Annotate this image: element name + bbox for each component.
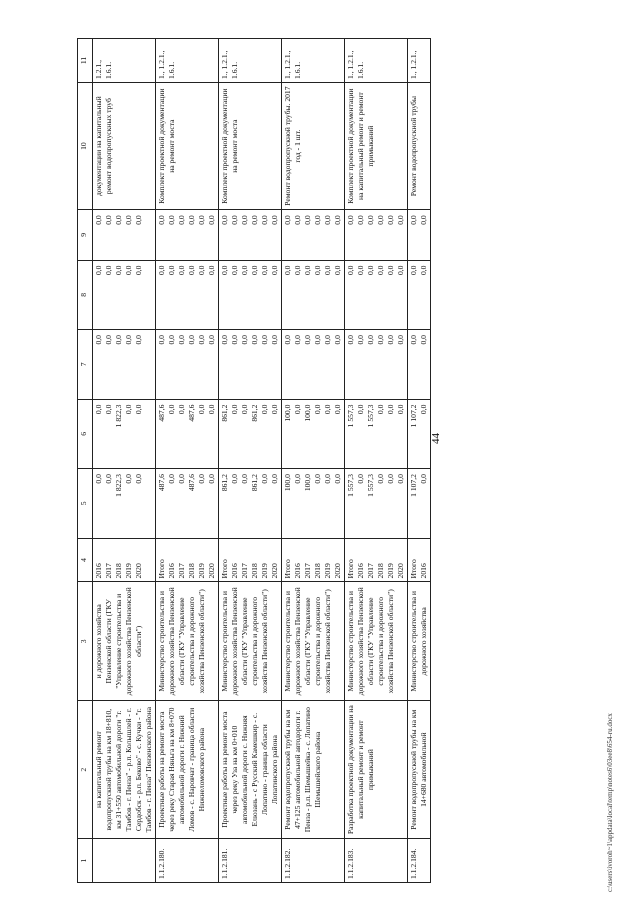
result-cell: Комплект проектной документации на ремонт моста	[219, 82, 282, 209]
funding-col8-cell-value: 0,0	[396, 265, 405, 276]
year-cell-value: Итого	[220, 559, 229, 579]
funding-col7-cell-value: 0,0	[396, 335, 405, 345]
funding-col9-cell-value: 0,0	[157, 215, 166, 225]
funding-col6-cell-value: 1 557,3	[346, 404, 355, 428]
rotated-table-wrapper	[77, 38, 597, 883]
funding-col7-cell-value: 0,0	[346, 335, 355, 345]
funding-col6-cell-value: 100,0	[283, 404, 292, 422]
funding-col9-cell-value: 0,0	[386, 215, 395, 225]
funding-col8-cell-value: 0,0	[283, 265, 292, 276]
funding-col7-cell-value: 0,0	[270, 335, 279, 345]
header-cell: 11	[78, 39, 93, 83]
year-cell-value: 2018	[114, 563, 123, 579]
year-cell-value: Итого	[157, 559, 166, 579]
table-row	[156, 39, 219, 883]
total-funding-cell-value: 0,0	[386, 474, 395, 484]
year-cell-value: 2017	[303, 563, 312, 579]
year-cell-value: 2017	[240, 563, 249, 579]
executor-cell: Министерство строительства и дорожного хозяйства Пензенской области (ГКУ "Управление строительства и дорожного хозяйства Пензенской области")	[345, 582, 408, 701]
total-funding-cell-value: 0,0	[177, 474, 186, 484]
funding-col9-cell-value: 0,0	[207, 215, 216, 225]
funding-col9-cell-value: 0,0	[124, 215, 133, 225]
table-row	[219, 39, 282, 883]
funding-col8-cell-value: 0,0	[104, 265, 113, 276]
year-cell-value: 2020	[333, 563, 342, 579]
year-cell-value: 2018	[313, 563, 322, 579]
funding-col7-cell	[345, 330, 408, 400]
funding-col9-cell-value: 0,0	[250, 215, 259, 225]
total-funding-cell-value: 1 557,3	[346, 474, 355, 497]
funding-col9-cell	[219, 210, 282, 260]
funding-col6-cell-value: 0,0	[396, 404, 405, 415]
total-funding-cell-value: 487,6	[157, 474, 166, 492]
funding-col8-cell-value: 0,0	[260, 265, 269, 276]
funding-col6-cell-value: 861,2	[220, 404, 229, 422]
row-id-cell: 1.1.2.182.	[282, 839, 345, 883]
year-cell-value: Итого	[283, 559, 292, 579]
funding-col9-cell-value: 0,0	[283, 215, 292, 225]
funding-col7-cell-value: 0,0	[313, 335, 322, 345]
indicator-ref-cell: 1.2.1., 1.6.1.	[93, 39, 156, 83]
total-funding-cell-value: 0,0	[197, 474, 206, 484]
year-cell-value: Итого	[409, 559, 418, 579]
header-cell: 3	[78, 582, 93, 701]
funding-col8-cell-value: 0,0	[114, 265, 123, 276]
header-cell: 7	[78, 330, 93, 400]
funding-col8-cell-value: 0,0	[250, 265, 259, 276]
funding-col9-cell-value: 0,0	[94, 215, 103, 225]
funding-col8-cell-value: 0,0	[197, 265, 206, 276]
work-name-cell: Проектные работы на ремонт моста через реку Уза на км 0+010 автомобильной дороги с. Нижняя Елюзань - с Русский Камешкир - с. Лопатино - граница области Лопатинского района	[219, 701, 282, 839]
funding-col9-cell-value: 0,0	[134, 215, 143, 225]
year-cell-value: 2016	[167, 563, 176, 579]
year-cell-value: 2020	[396, 563, 405, 579]
row-id-cell: 1.1.2.184.	[408, 839, 431, 883]
funding-col9-cell-value: 0,0	[187, 215, 196, 225]
funding-col6-cell-value: 0,0	[356, 404, 365, 415]
funding-col6-cell-value: 487,6	[157, 404, 166, 422]
total-funding-cell-value: 0,0	[230, 474, 239, 484]
funding-col8-cell-value: 0,0	[346, 265, 355, 276]
funding-col8-cell-value: 0,0	[409, 265, 418, 276]
funding-col8-cell-value: 0,0	[220, 265, 229, 276]
funding-col8-cell	[345, 260, 408, 330]
year-cell-value: 2019	[386, 563, 395, 579]
funding-col8-cell-value: 0,0	[386, 265, 395, 276]
funding-col7-cell-value: 0,0	[419, 335, 428, 345]
funding-col8-cell-value: 0,0	[313, 265, 322, 276]
indicator-ref-cell: 1., 1.2.1., 1.6.1.	[156, 39, 219, 83]
table-row	[282, 39, 345, 883]
year-cell-value: Итого	[346, 559, 355, 579]
funding-col7-cell-value: 0,0	[114, 335, 123, 345]
year-cell-value: 2019	[260, 563, 269, 579]
result-cell: документации на капитальный ремонт водопропускных труб	[93, 82, 156, 209]
total-funding-cell-value: 1 107,2	[409, 474, 418, 497]
funding-col6-cell-value: 0,0	[323, 404, 332, 415]
executor-cell: и дорожного хозяйства Пензенской области (ГКУ "Управление строительства и дорожного хозяйства Пензенской области")	[93, 582, 156, 701]
funding-col9-cell-value: 0,0	[323, 215, 332, 225]
total-funding-cell-value: 1 822,3	[114, 474, 123, 497]
funding-col7-cell-value: 0,0	[94, 335, 103, 345]
header-row	[78, 39, 93, 883]
funding-col9-cell-value: 0,0	[230, 215, 239, 225]
funding-col8-cell	[93, 260, 156, 330]
funding-col9-cell-value: 0,0	[346, 215, 355, 225]
total-funding-cell-value: 0,0	[396, 474, 405, 484]
funding-col7-cell-value: 0,0	[376, 335, 385, 345]
result-cell: Комплект проектной документации на капитальный ремонт и ремонт примыканий	[345, 82, 408, 209]
funding-col9-cell-value: 0,0	[104, 215, 113, 225]
funding-col8-cell-value: 0,0	[356, 265, 365, 276]
funding-col7-cell-value: 0,0	[303, 335, 312, 345]
funding-col6-cell	[156, 399, 219, 469]
funding-col7-cell-value: 0,0	[207, 335, 216, 345]
total-funding-cell-value: 0,0	[134, 474, 143, 484]
year-cell-value: 2017	[177, 563, 186, 579]
funding-col6-cell-value: 0,0	[260, 404, 269, 415]
year-cell-value: 2019	[197, 563, 206, 579]
funding-col8-cell-value: 0,0	[124, 265, 133, 276]
year-cell-value: 2016	[356, 563, 365, 579]
funding-col7-cell-value: 0,0	[240, 335, 249, 345]
header-cell: 2	[78, 701, 93, 839]
funding-col7-cell-value: 0,0	[157, 335, 166, 345]
funding-col9-cell	[282, 210, 345, 260]
work-name-cell: на капитальный ремонт водопропускной трубы на км 18+810, км 31+550 автомобильной дороги "г. Тамбов - г. Пенза" - р.п. Колышлей - г. Сердобск - р.п. Беково" - с. Кучки - "г. Тамбов - г. Пенза" Пензенского района	[93, 701, 156, 839]
funding-col7-cell-value: 0,0	[134, 335, 143, 345]
funding-col8-cell-value: 0,0	[333, 265, 342, 276]
indicator-ref-cell: 1., 1.2.1.,	[408, 39, 431, 83]
funding-col7-cell-value: 0,0	[333, 335, 342, 345]
funding-col7-cell-value: 0,0	[260, 335, 269, 345]
funding-col9-cell-value: 0,0	[114, 215, 123, 225]
funding-col8-cell	[408, 260, 431, 330]
year-cell-value: 2017	[104, 563, 113, 579]
total-funding-cell-value: 0,0	[323, 474, 332, 484]
year-cell-value: 2019	[323, 563, 332, 579]
funding-col7-cell-value: 0,0	[250, 335, 259, 345]
funding-col8-cell-value: 0,0	[419, 265, 428, 276]
work-name-cell: Разработка проектной документации на капитальный ремонт и ремонт примыканий	[345, 701, 408, 839]
result-cell: Ремонт водопропускной трубы. 2017 год - 1 шт.	[282, 82, 345, 209]
funding-col9-cell-value: 0,0	[396, 215, 405, 225]
funding-col6-cell	[408, 399, 431, 469]
funding-col8-cell-value: 0,0	[167, 265, 176, 276]
funding-col6-cell-value: 0,0	[197, 404, 206, 415]
funding-col6-cell-value: 487,6	[187, 404, 196, 422]
page-number: 44	[430, 433, 442, 444]
funding-col8-cell-value: 0,0	[303, 265, 312, 276]
funding-col7-cell-value: 0,0	[104, 335, 113, 345]
total-funding-cell	[93, 469, 156, 539]
funding-col9-cell	[345, 210, 408, 260]
funding-col7-cell	[219, 330, 282, 400]
header-cell: 10	[78, 82, 93, 209]
funding-col7-cell	[156, 330, 219, 400]
funding-col6-cell	[282, 399, 345, 469]
funding-col9-cell-value: 0,0	[356, 215, 365, 225]
funding-col9-cell-value: 0,0	[197, 215, 206, 225]
funding-col6-cell-value: 0,0	[94, 404, 103, 415]
year-cell	[345, 538, 408, 582]
funding-col6-cell-value: 0,0	[386, 404, 395, 415]
funding-col9-cell-value: 0,0	[333, 215, 342, 225]
header-cell: 9	[78, 210, 93, 260]
funding-col8-cell-value: 0,0	[157, 265, 166, 276]
total-funding-cell-value: 0,0	[293, 474, 302, 484]
funding-col7-cell-value: 0,0	[220, 335, 229, 345]
funding-col6-cell-value: 0,0	[333, 404, 342, 415]
funding-col7-cell-value: 0,0	[230, 335, 239, 345]
funding-col6-cell-value: 0,0	[124, 404, 133, 415]
program-table	[77, 38, 431, 883]
total-funding-cell-value: 0,0	[260, 474, 269, 484]
total-funding-cell	[282, 469, 345, 539]
funding-col7-cell-value: 0,0	[187, 335, 196, 345]
funding-col6-cell	[93, 399, 156, 469]
year-cell	[156, 538, 219, 582]
funding-col9-cell-value: 0,0	[303, 215, 312, 225]
indicator-ref-cell: 1., 1.2.1., 1.6.1.	[345, 39, 408, 83]
funding-col7-cell-value: 0,0	[323, 335, 332, 345]
funding-col6-cell-value: 0,0	[313, 404, 322, 415]
header-cell: 8	[78, 260, 93, 330]
total-funding-cell-value: 0,0	[313, 474, 322, 484]
executor-cell: Министерство строительства и дорожного хозяйства Пензенской области (ГКУ "Управление строительства и дорожного хозяйства Пензенской области")	[156, 582, 219, 701]
total-funding-cell-value: 861,2	[220, 474, 229, 492]
funding-col6-cell-value: 861,2	[250, 404, 259, 422]
work-name-cell: Проектные работы на ремонт моста через реку Старая Няньга на км 8+070 автомобильной дороги г. Нижний Ломов - с. Наровчат - граница области Нижнеломовского района	[156, 701, 219, 839]
table-row	[345, 39, 408, 883]
funding-col6-cell	[219, 399, 282, 469]
funding-col6-cell-value: 0,0	[293, 404, 302, 415]
executor-cell: Министерство строительства и дорожного хозяйства Пензенской области (ГКУ "Управление строительства и дорожного хозяйства Пензенской области")	[219, 582, 282, 701]
row-id-cell: 1.1.2.181.	[219, 839, 282, 883]
year-cell-value: 2016	[94, 563, 103, 579]
funding-col9-cell	[408, 210, 431, 260]
funding-col9-cell-value: 0,0	[376, 215, 385, 225]
funding-col9-cell-value: 0,0	[240, 215, 249, 225]
funding-col8-cell-value: 0,0	[207, 265, 216, 276]
funding-col7-cell-value: 0,0	[386, 335, 395, 345]
total-funding-cell	[156, 469, 219, 539]
funding-col7-cell-value: 0,0	[197, 335, 206, 345]
funding-col9-cell	[156, 210, 219, 260]
funding-col6-cell-value: 0,0	[104, 404, 113, 415]
indicator-ref-cell: 1., 1.2.1., 1.6.1.	[219, 39, 282, 83]
funding-col8-cell-value: 0,0	[177, 265, 186, 276]
funding-col8-cell-value: 0,0	[230, 265, 239, 276]
year-cell-value: 2019	[124, 563, 133, 579]
funding-col9-cell-value: 0,0	[270, 215, 279, 225]
funding-col6-cell-value: 0,0	[376, 404, 385, 415]
funding-col7-cell-value: 0,0	[293, 335, 302, 345]
year-cell-value: 2017	[366, 563, 375, 579]
funding-col8-cell-value: 0,0	[270, 265, 279, 276]
total-funding-cell-value: 0,0	[124, 474, 133, 484]
funding-col8-cell-value: 0,0	[366, 265, 375, 276]
total-funding-cell-value: 100,0	[303, 474, 312, 492]
year-cell-value: 2020	[134, 563, 143, 579]
work-name-cell: Ремонт водопропускной трубы на км 47+125 автомобильной автодороги г. Пенза - р.п. Шемышейка - с. Лопатино Шемышейского района	[282, 701, 345, 839]
total-funding-cell-value: 0,0	[419, 474, 428, 484]
indicator-ref-cell: 1., 1.2.1., 1.6.1.	[282, 39, 345, 83]
total-funding-cell-value: 0,0	[167, 474, 176, 484]
funding-col7-cell-value: 0,0	[283, 335, 292, 345]
funding-col9-cell-value: 0,0	[293, 215, 302, 225]
funding-col7-cell	[93, 330, 156, 400]
total-funding-cell	[219, 469, 282, 539]
year-cell-value: 2016	[293, 563, 302, 579]
funding-col9-cell	[93, 210, 156, 260]
total-funding-cell-value: 0,0	[376, 474, 385, 484]
funding-col6-cell-value: 1 557,3	[366, 404, 375, 428]
total-funding-cell-value: 0,0	[104, 474, 113, 484]
funding-col6-cell-value: 0,0	[167, 404, 176, 415]
funding-col6-cell	[345, 399, 408, 469]
total-funding-cell-value: 0,0	[270, 474, 279, 484]
funding-col7-cell	[408, 330, 431, 400]
total-funding-cell-value: 0,0	[207, 474, 216, 484]
funding-col6-cell-value: 0,0	[240, 404, 249, 415]
year-cell-value: 2020	[270, 563, 279, 579]
funding-col8-cell-value: 0,0	[293, 265, 302, 276]
funding-col9-cell-value: 0,0	[177, 215, 186, 225]
funding-col6-cell-value: 100,0	[303, 404, 312, 422]
header-cell: 5	[78, 469, 93, 539]
row-id-cell: 1.1.2.183.	[345, 839, 408, 883]
funding-col9-cell-value: 0,0	[313, 215, 322, 225]
funding-col6-cell-value: 1 107,2	[409, 404, 418, 428]
funding-col8-cell-value: 0,0	[94, 265, 103, 276]
funding-col8-cell-value: 0,0	[323, 265, 332, 276]
funding-col8-cell-value: 0,0	[187, 265, 196, 276]
funding-col8-cell	[219, 260, 282, 330]
funding-col9-cell-value: 0,0	[366, 215, 375, 225]
total-funding-cell-value: 0,0	[333, 474, 342, 484]
year-cell-value: 2016	[419, 563, 428, 579]
funding-col8-cell-value: 0,0	[134, 265, 143, 276]
executor-cell: Министерство строительства и дорожного хозяйства Пензенской области (ГКУ "Управление строительства и дорожного хозяйства Пензенской области")	[282, 582, 345, 701]
header-cell: 1	[78, 839, 93, 883]
row-id-cell	[93, 839, 156, 883]
funding-col7-cell-value: 0,0	[356, 335, 365, 345]
total-funding-cell-value: 487,6	[187, 474, 196, 492]
total-funding-cell	[408, 469, 431, 539]
funding-col8-cell-value: 0,0	[240, 265, 249, 276]
table-body	[93, 39, 431, 883]
year-cell-value: 2018	[376, 563, 385, 579]
funding-col7-cell-value: 0,0	[124, 335, 133, 345]
funding-col7-cell-value: 0,0	[177, 335, 186, 345]
funding-col9-cell-value: 0,0	[167, 215, 176, 225]
funding-col6-cell-value: 0,0	[230, 404, 239, 415]
funding-col6-cell-value: 1 822,3	[114, 404, 123, 428]
funding-col7-cell-value: 0,0	[409, 335, 418, 345]
funding-col7-cell-value: 0,0	[167, 335, 176, 345]
funding-col7-cell-value: 0,0	[366, 335, 375, 345]
funding-col9-cell-value: 0,0	[419, 215, 428, 225]
funding-col7-cell	[282, 330, 345, 400]
year-cell-value: 2018	[250, 563, 259, 579]
total-funding-cell	[345, 469, 408, 539]
funding-col6-cell-value: 0,0	[207, 404, 216, 415]
header-cell: 4	[78, 538, 93, 582]
funding-col9-cell-value: 0,0	[409, 215, 418, 225]
total-funding-cell-value: 0,0	[356, 474, 365, 484]
funding-col8-cell	[156, 260, 219, 330]
funding-col6-cell-value: 0,0	[419, 404, 428, 415]
total-funding-cell-value: 0,0	[240, 474, 249, 484]
footer-file-path: c:\users\ivoroh~1\appdata\local\temp\notes6\03ee8\654-ru.docx	[606, 713, 614, 892]
table-row	[408, 39, 431, 883]
funding-col9-cell-value: 0,0	[220, 215, 229, 225]
result-cell: Ремонт водопропускной трубы	[408, 82, 431, 209]
header-cell: 6	[78, 399, 93, 469]
table-row	[93, 39, 156, 883]
year-cell	[408, 538, 431, 582]
year-cell	[93, 538, 156, 582]
year-cell-value: 2020	[207, 563, 216, 579]
funding-col6-cell-value: 0,0	[177, 404, 186, 415]
funding-col8-cell-value: 0,0	[376, 265, 385, 276]
funding-col9-cell-value: 0,0	[260, 215, 269, 225]
executor-cell: Министерство строительства и дорожного хозяйства	[408, 582, 431, 701]
year-cell	[219, 538, 282, 582]
year-cell-value: 2016	[230, 563, 239, 579]
funding-col6-cell-value: 0,0	[134, 404, 143, 415]
work-name-cell: Ремонт водопропускной трубы на км 14+680 автомобильной	[408, 701, 431, 839]
funding-col6-cell-value: 0,0	[270, 404, 279, 415]
year-cell-value: 2018	[187, 563, 196, 579]
total-funding-cell-value: 0,0	[94, 474, 103, 484]
result-cell: Комплект проектной документации на ремонт моста	[156, 82, 219, 209]
total-funding-cell-value: 861,2	[250, 474, 259, 492]
total-funding-cell-value: 100,0	[283, 474, 292, 492]
funding-col8-cell	[282, 260, 345, 330]
total-funding-cell-value: 1 557,3	[366, 474, 375, 497]
year-cell	[282, 538, 345, 582]
row-id-cell: 1.1.2.180.	[156, 839, 219, 883]
